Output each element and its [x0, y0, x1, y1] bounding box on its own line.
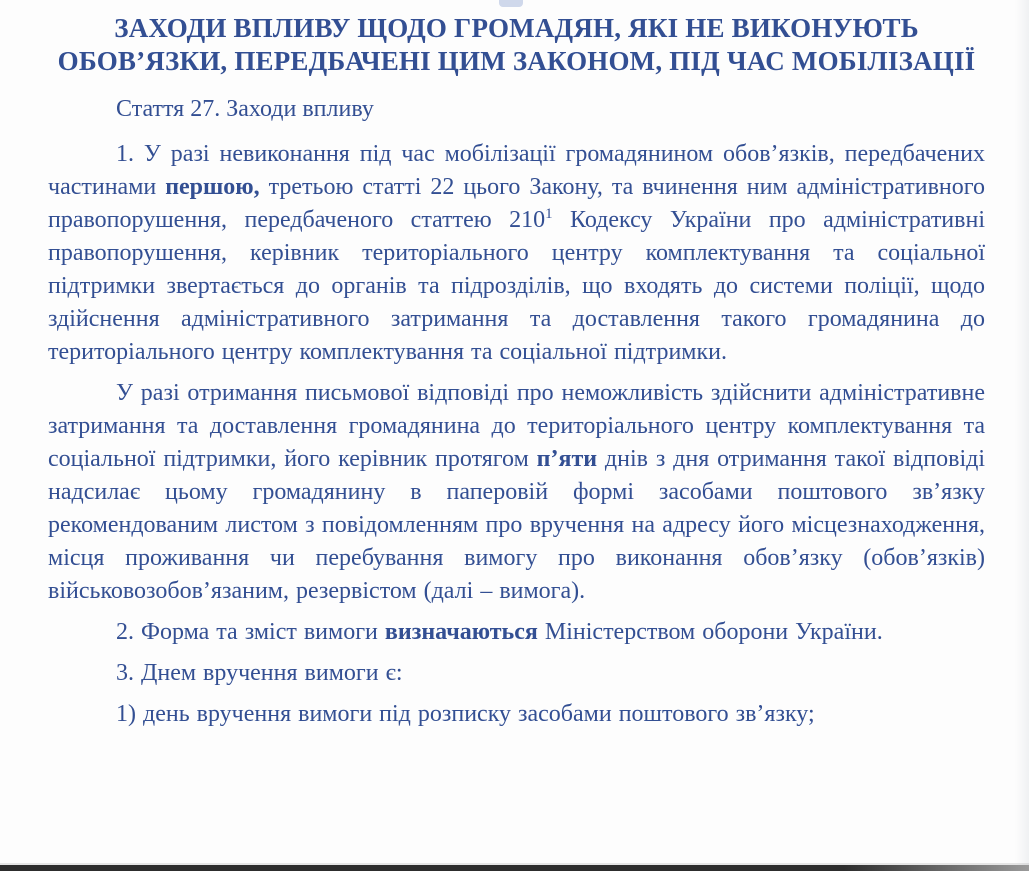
document-body: [48, 12, 985, 731]
section-title-line-2: ОБОВ’ЯЗКИ, ПЕРЕДБАЧЕНІ ЦИМ ЗАКОНОМ, ПІД ЧАС МОБІЛІЗАЦІЇ: [57, 46, 976, 76]
text-run: Кодексу України про адміністративні правопорушення, керівник територіального центру комплектування та соціальної підтримки звертається до органів та підрозділів, що входять до системи поліції, щодо здійснення адміністративного затримання та доставлення такого громадянина до територіального центру комплектування та соціальної підтримки.: [48, 207, 985, 365]
text-run: 1) день вручення вимоги під розписку засобами поштового зв’язку;: [116, 701, 815, 727]
paragraph: [48, 138, 985, 369]
superscript-run: 1: [545, 206, 553, 222]
bold-run: першою,: [165, 174, 260, 200]
paragraph: [48, 698, 985, 731]
paragraph: [48, 616, 985, 649]
paragraph: [48, 657, 985, 690]
text-run: днів з дня отримання такої відповіді надсилає цьому громадянину в паперовій формі засобами поштового зв’язку рекомендованим листом з повідомленням про вручення на адресу його місцезнаходження, місця проживання чи перебування вимогу про виконання обов’язку (обов’язків) військовозобов’язаним, резервістом (далі – вимога).: [48, 446, 985, 604]
text-run: У разі отримання письмової відповіді про неможливість здійснити адміністративне затримання та доставлення громадянина до територіального центру комплектування та соціальної підтримки, його керівник протягом: [48, 380, 985, 472]
bold-run: п’яти: [536, 446, 598, 472]
window-edge-bar: [0, 865, 1029, 871]
section-title: [48, 12, 985, 78]
text-run: 1. У разі невиконання під час мобілізації громадянином обов’язків, передбачених частинами: [48, 141, 985, 200]
text-run: 2. Форма та зміст вимоги: [116, 619, 385, 645]
section-title-line-1: ЗАХОДИ ВПЛИВУ ЩОДО ГРОМАДЯН, ЯКІ НЕ ВИКОНУЮТЬ: [114, 13, 919, 43]
article-paragraphs: [48, 138, 985, 731]
text-run: 3. Днем вручення вимоги є:: [116, 660, 403, 686]
text-run: третьою статті 22 цього Закону, та вчинення ним адміністративного правопорушення, передбаченого статтею 210: [48, 174, 986, 233]
paragraph: [48, 377, 985, 608]
bold-run: визначаються: [384, 619, 538, 645]
scan-edge-shadow: [1015, 0, 1029, 871]
article-heading: Стаття 27. Заходи впливу: [116, 96, 374, 122]
cropped-text-fragment: [499, 0, 523, 7]
text-run: Міністерством оборони України.: [537, 619, 883, 645]
